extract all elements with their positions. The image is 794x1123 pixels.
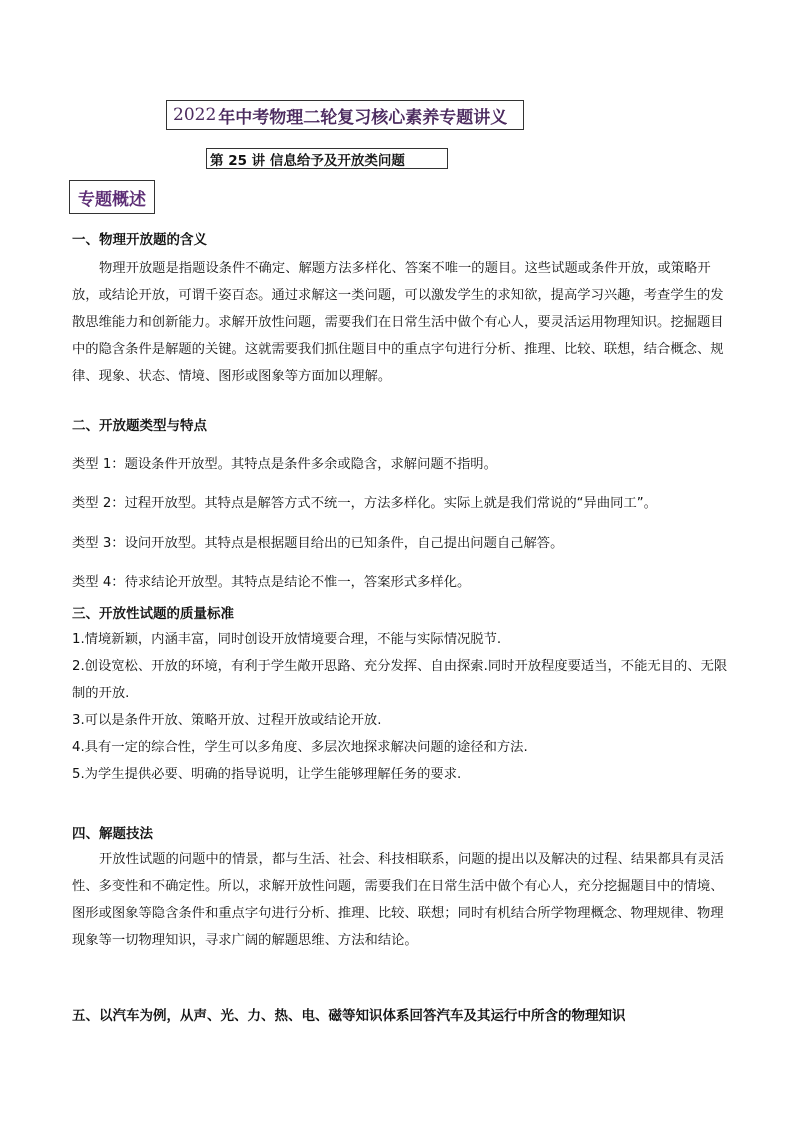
quality-item-1: 1.情境新颖，内涵丰富，同时创设开放情境要合理，不能与实际情况脱节. [72,632,502,647]
type-1: 类型 1：题设条件开放型。其特点是条件多余或隐含，求解问题不指明。 [72,457,497,472]
overview-label: 专题概述 [69,180,155,214]
lecture-subtitle: 第 25 讲 信息给予及开放类问题 [206,148,448,169]
type-3: 类型 3：设问开放型。其特点是根据题目给出的已知条件，自己提出问题自己解答。 [72,536,564,551]
quality-item-2: 2.创设宽松、开放的环境，有利于学生敞开思路、充分发挥、自由探索.同时开放程度要适当，不能无目的、无限制的开放. [72,659,728,701]
section-4-paragraph: 开放性试题的问题中的情景，都与生活、社会、科技相联系，问题的提出以及解决的过程、结果都具有灵活性、多变性和不确定性。所以，求解开放性问题，需要我们在日常生活中做个有心人，充分挖掘题目中的情境、图形或图象等隐含条件和重点字句进行分析、推理、比较、联想；同时有机结合所学物理概念、物理规律、物理现象等一切物理知识，寻求广阔的解题思维、方法和结论。 [72,852,724,948]
type-4: 类型 4：待求结论开放型。其特点是结论不惟一，答案形式多样化。 [72,575,471,590]
quality-item-5: 5.为学生提供必要、明确的指导说明，让学生能够理解任务的要求. [72,767,462,782]
section-5-heading: 五、以汽车为例，从声、光、力、热、电、磁等知识体系回答汽车及其运行中所含的物理知识 [72,1008,626,1024]
section-2-heading: 二、开放题类型与特点 [72,418,207,434]
section-1-paragraph: 物理开放题是指题设条件不确定、解题方法多样化、答案不唯一的题目。这些试题或条件开放，或策略开放，或结论开放，可谓千姿百态。通过求解这一类问题，可以激发学生的求知欲，提高学习兴趣，考查学生的发散思维能力和创新能力。求解开放性问题，需要我们在日常生活中做个有心人，要灵活运用物理知识。挖掘题目中的隐含条件是解题的关键。这就需要我们抓住题目中的重点字句进行分析、推理、比较、联想，结合概念、规律、现象、状态、情境、图形或图象等方面加以理解。 [72,261,724,384]
title-year: 2022 [173,105,217,125]
section-4-heading: 四、解题技法 [72,826,153,842]
document-title [166,100,524,130]
quality-item-4: 4.具有一定的综合性，学生可以多角度、多层次地探求解决问题的途径和方法. [72,740,528,755]
quality-list [72,626,732,788]
type-2: 类型 2：过程开放型。其特点是解答方式不统一，方法多样化。实际上就是我们常说的“异曲同工”。 [72,496,657,511]
section-1-heading: 一、物理开放题的含义 [72,232,207,248]
title-text: 年中考物理二轮复习核心素养专题讲义 [218,107,508,128]
section-3-heading: 三、开放性试题的质量标准 [72,606,234,622]
quality-item-3: 3.可以是条件开放、策略开放、过程开放或结论开放. [72,713,382,728]
